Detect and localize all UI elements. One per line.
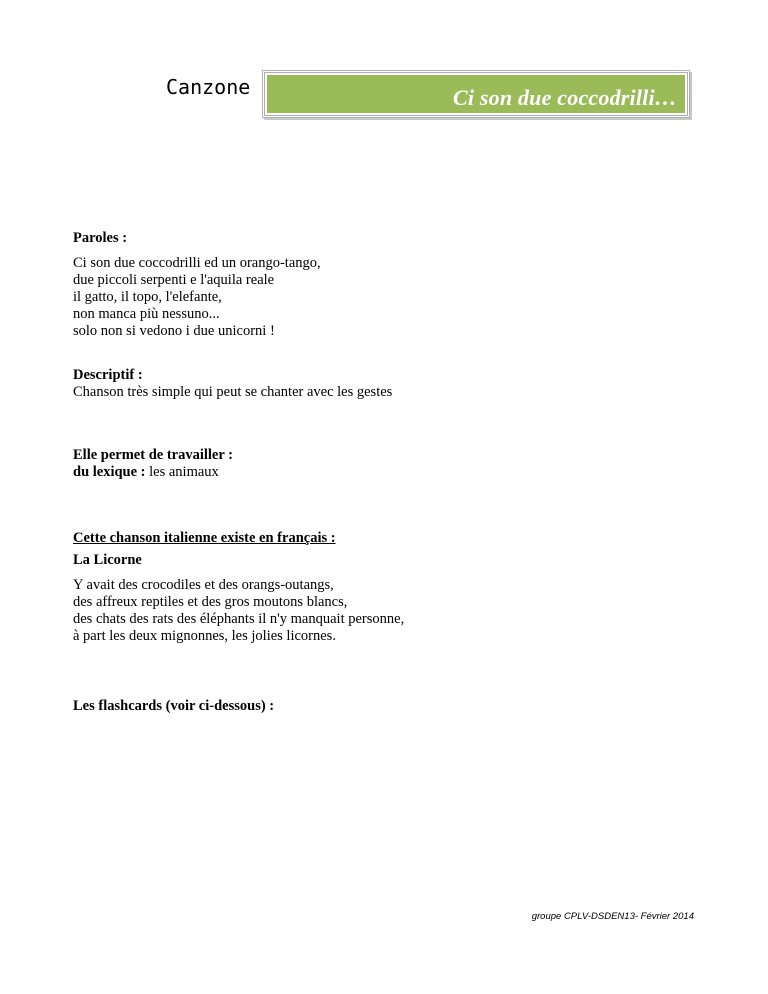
descriptif-section	[73, 367, 392, 401]
flashcards-section	[73, 698, 274, 715]
descriptif-heading: Descriptif :	[73, 367, 143, 383]
lyric-line: non manca più nessuno...	[73, 306, 220, 322]
lyric-line: des affreux reptiles et des gros moutons blancs,	[73, 594, 348, 610]
francais-heading: Cette chanson italienne existe en français :	[73, 530, 336, 546]
descriptif-text: Chanson très simple qui peut se chanter avec les gestes	[73, 384, 393, 400]
lyric-line: due piccoli serpenti e l'aquila reale	[73, 272, 275, 288]
flashcards-heading: Les flashcards (voir ci-dessous) :	[73, 698, 275, 714]
lyric-line: Y avait des crocodiles et des orangs-outangs,	[73, 577, 334, 593]
paroles-section	[73, 230, 127, 247]
title-banner	[262, 70, 690, 118]
lyric-line: à part les deux mignonnes, les jolies licornes.	[73, 628, 336, 644]
lyric-line: des chats des rats des éléphants il n'y manquait personne,	[73, 611, 405, 627]
footer-credit: groupe CPLV-DSDEN13- Février 2014	[531, 911, 694, 922]
lexique-label: du lexique :	[73, 464, 146, 480]
lyric-line: il gatto, il topo, l'elefante,	[73, 289, 222, 305]
lyric-line: solo non si vedono i due unicorni !	[73, 323, 275, 339]
francais-lyrics	[73, 577, 404, 645]
lexique-line	[73, 464, 233, 481]
song-title: Ci son due coccodrilli…	[453, 85, 677, 110]
title-banner-fill	[267, 75, 685, 113]
travail-heading: Elle permet de travailler :	[73, 447, 233, 463]
paroles-lyrics	[73, 255, 321, 340]
lyric-line: Ci son due coccodrilli ed un orango-tango,	[73, 255, 321, 271]
travail-section	[73, 447, 233, 481]
francais-section	[73, 530, 336, 547]
paroles-heading: Paroles :	[73, 230, 128, 246]
lexique-value: les animaux	[145, 464, 219, 480]
francais-song-title-block	[73, 552, 142, 569]
section-label: Canzone	[166, 75, 251, 99]
francais-song-title: La Licorne	[73, 552, 142, 568]
